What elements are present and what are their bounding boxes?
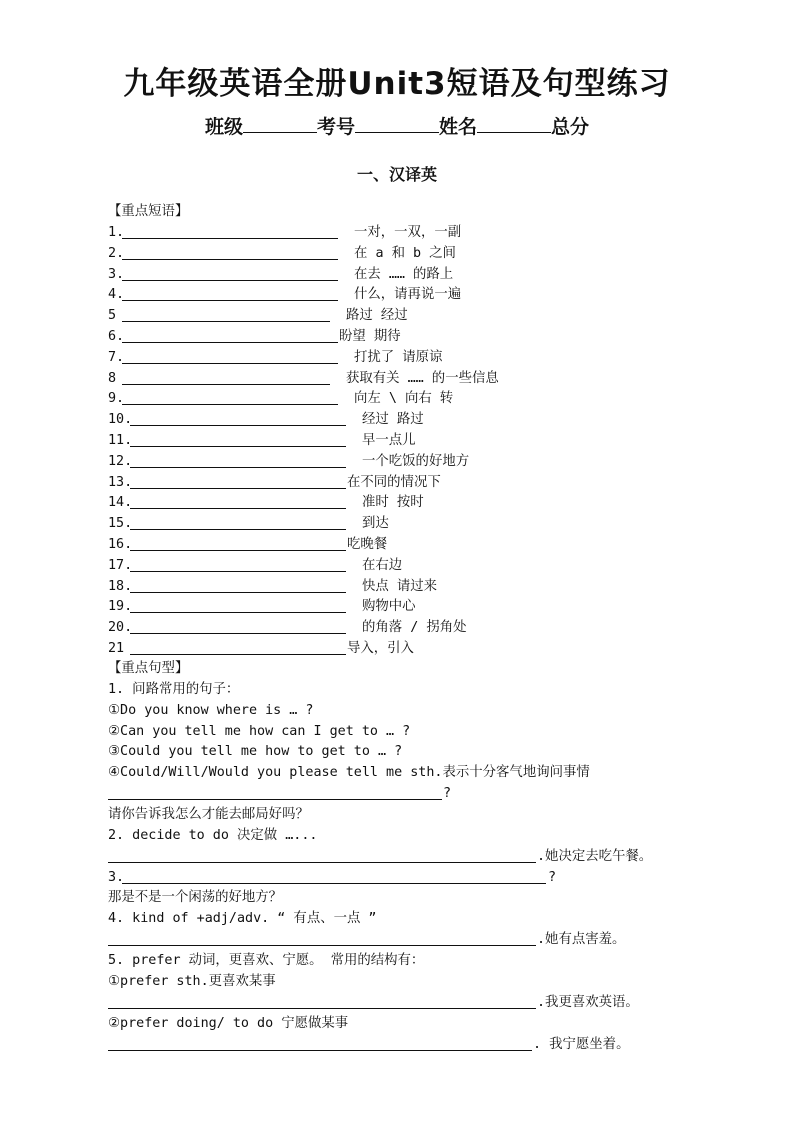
answer-blank-5a[interactable] — [108, 1008, 536, 1009]
phrase-meaning: 经过 路过 — [362, 412, 424, 427]
phrase-meaning: 盼望 期待 — [339, 329, 401, 344]
phrase-meaning: 吃晚餐 — [347, 537, 388, 552]
sentences-header: 【重点句型】 — [108, 661, 189, 676]
phrase-answer-blank[interactable] — [122, 363, 338, 364]
phrase-number: 18. — [108, 579, 133, 594]
phrase-answer-blank[interactable] — [130, 529, 346, 530]
sentence-1-option-a: ①Do you know where is … ? — [108, 703, 314, 718]
answer-5a-tail: .我更喜欢英语。 — [537, 995, 639, 1010]
phrase-answer-blank[interactable] — [122, 280, 338, 281]
sentence-3-chinese: 那是不是一个闲荡的好地方？ — [108, 890, 283, 905]
phrase-meaning: 路过 经过 — [346, 308, 408, 323]
number-label: 考号 — [316, 116, 355, 138]
phrase-meaning: 购物中心 — [362, 599, 416, 614]
phrase-meaning: 打扰了 请原谅 — [354, 350, 443, 365]
name-label: 姓名 — [439, 116, 478, 138]
phrase-answer-blank[interactable] — [122, 238, 338, 239]
sentence-4-title: 4. kind of +adj/adv. “ 有点、一点 ” — [108, 911, 377, 926]
phrase-answer-blank[interactable] — [130, 592, 346, 593]
sentence-5-option-a: ①prefer sth.更喜欢某事 — [108, 974, 276, 989]
phrase-number: 7. — [108, 350, 125, 365]
sentence-5-option-b: ②prefer doing/ to do 宁愿做某事 — [108, 1016, 349, 1031]
phrase-number: 1. — [108, 225, 125, 240]
phrase-answer-blank[interactable] — [130, 508, 346, 509]
phrase-meaning: 一对，一双，一副 — [354, 225, 462, 240]
answer-blank-2[interactable] — [108, 862, 536, 863]
phrase-meaning: 获取有关 …… 的一些信息 — [346, 371, 499, 386]
phrase-meaning: 在右边 — [362, 558, 403, 573]
score-label: 总分 — [551, 116, 590, 138]
answer-blank-3[interactable] — [122, 883, 546, 884]
student-info-row — [0, 112, 794, 139]
phrase-answer-blank[interactable] — [130, 446, 346, 447]
class-blank[interactable] — [243, 114, 317, 133]
phrase-answer-blank[interactable] — [122, 300, 338, 301]
page-title: 九年级英语全册Unit3短语及句型练习 — [123, 66, 671, 102]
phrase-number: 3. — [108, 267, 125, 282]
phrases-header: 【重点短语】 — [108, 204, 189, 219]
phrase-number: 13. — [108, 475, 133, 490]
phrase-answer-blank[interactable] — [130, 467, 346, 468]
phrase-meaning: 准时 按时 — [362, 495, 424, 510]
answer-blank-5b[interactable] — [108, 1050, 532, 1051]
answer-2-tail: .她决定去吃午餐。 — [537, 849, 653, 864]
sentence-1-option-d: ④Could/Will/Would you please tell me sth.表示十分客气地询问事情 — [108, 765, 590, 780]
answer-3-tail: ? — [548, 870, 557, 885]
phrase-number: 6. — [108, 329, 125, 344]
phrase-meaning: 在去 …… 的路上 — [354, 267, 454, 282]
phrase-meaning: 导入，引入 — [347, 641, 414, 656]
phrase-meaning: 什么，请再说一遍 — [354, 287, 462, 302]
phrase-answer-blank[interactable] — [122, 259, 338, 260]
phrase-number: 19. — [108, 599, 133, 614]
phrase-number: 16. — [108, 537, 133, 552]
sentence-5-title: 5. prefer 动词，更喜欢、宁愿。 常用的结构有： — [108, 953, 425, 968]
sentence-2-title: 2. decide to do 决定做 …... — [108, 828, 318, 843]
phrase-answer-blank[interactable] — [130, 425, 346, 426]
phrase-meaning: 到达 — [362, 516, 389, 531]
phrase-meaning: 一个吃饭的好地方 — [362, 454, 470, 469]
sentence-1-chinese: 请你告诉我怎么才能去邮局好吗？ — [108, 807, 309, 822]
answer-blank-4[interactable] — [108, 945, 536, 946]
phrase-number: 11. — [108, 433, 133, 448]
phrase-number: 20. — [108, 620, 133, 635]
number-blank[interactable] — [355, 114, 439, 133]
phrase-answer-blank[interactable] — [130, 654, 346, 655]
phrase-number: 9. — [108, 391, 125, 406]
phrase-answer-blank[interactable] — [122, 321, 330, 322]
phrase-meaning: 在 a 和 b 之间 — [354, 246, 456, 261]
name-blank[interactable] — [477, 114, 551, 133]
class-label: 班级 — [204, 116, 243, 138]
phrase-meaning: 早一点儿 — [362, 433, 416, 448]
sentence-1-option-b: ②Can you tell me how can I get to … ? — [108, 724, 411, 739]
phrase-number: 5 — [108, 308, 117, 323]
sentence-3-number: 3. — [108, 870, 125, 885]
phrase-answer-blank[interactable] — [130, 488, 346, 489]
phrase-number: 4. — [108, 287, 125, 302]
section-heading: 一、汉译英 — [356, 165, 437, 184]
answer-4-tail: .她有点害羞。 — [537, 932, 626, 947]
answer-1-tail: ? — [443, 786, 452, 801]
phrase-meaning: 快点 请过来 — [362, 579, 438, 594]
answer-blank-1[interactable] — [108, 799, 442, 800]
phrase-number: 10. — [108, 412, 133, 427]
phrase-meaning: 在不同的情况下 — [347, 475, 441, 490]
phrase-answer-blank[interactable] — [122, 404, 338, 405]
phrase-answer-blank[interactable] — [130, 571, 346, 572]
sentence-1-title: 1. 问路常用的句子： — [108, 682, 240, 697]
answer-5b-tail: . 我宁愿坐着。 — [533, 1037, 630, 1052]
phrase-answer-blank[interactable] — [130, 612, 346, 613]
phrase-number: 2. — [108, 246, 125, 261]
phrase-meaning: 向左 \ 向右 转 — [354, 391, 454, 406]
phrase-number: 21 — [108, 641, 125, 656]
phrase-number: 15. — [108, 516, 133, 531]
phrase-number: 14. — [108, 495, 133, 510]
sentence-1-option-c: ③Could you tell me how to get to … ? — [108, 744, 403, 759]
phrase-number: 12. — [108, 454, 133, 469]
phrase-number: 17. — [108, 558, 133, 573]
phrase-meaning: 的角落 / 拐角处 — [362, 620, 467, 635]
phrase-answer-blank[interactable] — [122, 384, 330, 385]
phrase-number: 8 — [108, 371, 117, 386]
phrase-answer-blank[interactable] — [122, 342, 338, 343]
phrase-answer-blank[interactable] — [130, 633, 346, 634]
phrase-answer-blank[interactable] — [130, 550, 346, 551]
